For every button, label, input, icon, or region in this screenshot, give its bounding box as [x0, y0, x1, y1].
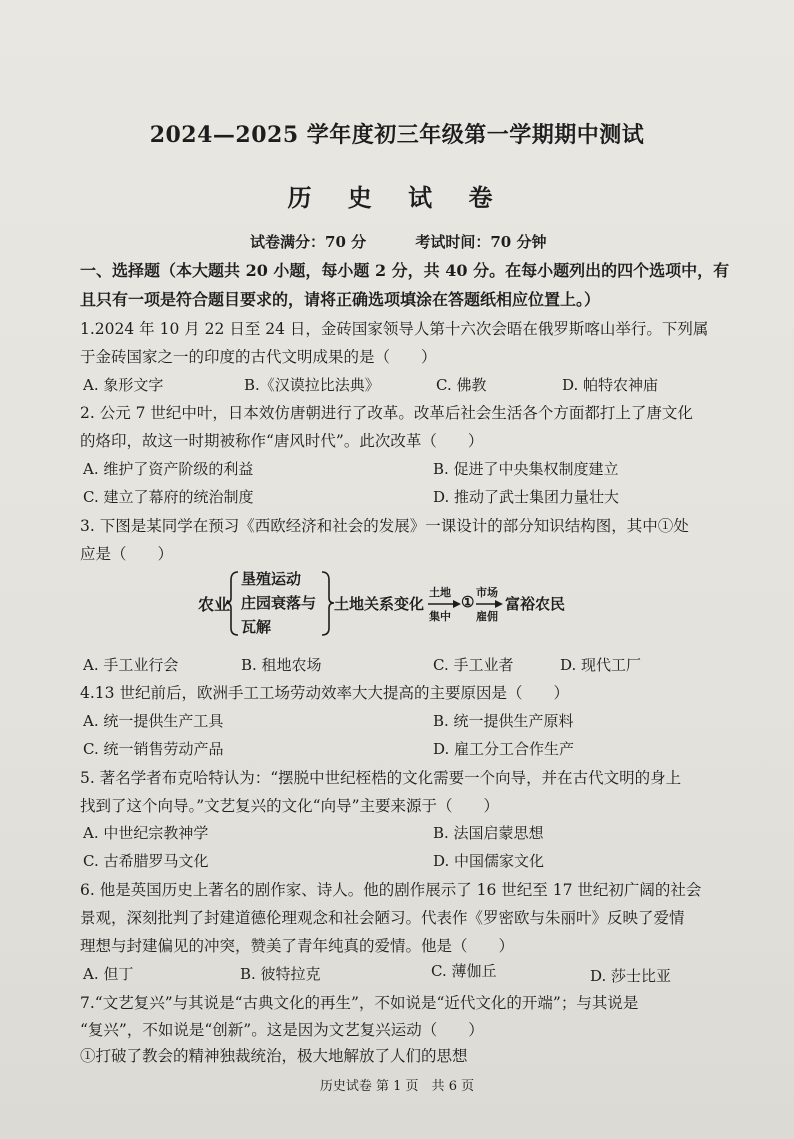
diagram-arrow-1-top: 土地: [429, 586, 451, 599]
arrow-1-head: [453, 600, 461, 608]
q2-option-b: B. 促进了中央集权制度建立: [433, 460, 619, 478]
exam-meta: [250, 231, 590, 252]
paper-name: 历 史 试 卷: [287, 183, 507, 212]
q5-option-c: C. 古希腊罗马文化: [83, 852, 209, 870]
q4-option-a: A. 统一提供生产工具: [83, 712, 224, 730]
left-brace: [226, 572, 238, 635]
q6-option-c: C. 薄伽丘: [431, 962, 497, 980]
q6-option-d: D. 莎士比亚: [590, 967, 672, 985]
q5-option-a: A. 中世纪宗教神学: [83, 824, 209, 842]
right-brace: [322, 572, 334, 635]
q3-option-b: B. 租地农场: [241, 656, 322, 674]
diagram-branch-2: 庄园衰落与: [241, 594, 317, 612]
diagram-end: 富裕农民: [505, 595, 566, 613]
q5-line-2: 找到了这个向导。”文艺复兴的文化“向导”主要来源于（ ）: [80, 797, 500, 815]
diagram-root: 农业: [198, 595, 231, 614]
q1-line-2: 于金砖国家之一的印度的古代文明成果的是（ ）: [80, 348, 437, 366]
q3-line-2: 应是（ ）: [80, 545, 174, 563]
q1-option-a: A. 象形文字: [83, 376, 164, 394]
q6-option-a: A. 但丁: [83, 965, 134, 983]
q7-line-3: ①打破了教会的精神独裁统治，极大地解放了人们的思想: [80, 1047, 468, 1065]
q2-line-2: 的烙印，故这一时期被称作“唐风时代”。此次改革（ ）: [80, 432, 484, 450]
diagram-arrow-1-bottom: 集中: [429, 610, 451, 623]
q2-line-1: 2. 公元 7 世纪中叶，日本效仿唐朝进行了改革。改革后社会生活各个方面都打上了唐文化: [80, 404, 693, 422]
q7-line-1: 7.“文艺复兴”与其说是“古典文化的再生”，不如说是“近代文化的开端”；与其说是: [80, 994, 639, 1012]
q7-line-2: “复兴”，不如说是“创新”。这是因为文艺复兴运动（ ）: [80, 1021, 484, 1039]
q1-option-c: C. 佛教: [436, 376, 487, 394]
q5-option-d: D. 中国儒家文化: [433, 852, 545, 870]
q1-option-b: B.《汉谟拉比法典》: [244, 376, 380, 394]
exam-title: 2024—2025 学年度初三年级第一学期期中测试: [149, 122, 645, 148]
q6-line-2: 景观，深刻批判了封建道德伦理观念和社会陋习。代表作《罗密欧与朱丽叶》反映了爱情: [80, 909, 685, 927]
q1-line-1: 1.2024 年 10 月 22 日至 24 日，金砖国家领导人第十六次会晤在俄罗斯喀山举行。下列属: [80, 320, 709, 338]
q2-option-d: D. 推动了武士集团力量壮大: [433, 488, 620, 506]
diagram-arrow-2-bottom: 雇佣: [476, 610, 498, 623]
q5-option-b: B. 法国启蒙思想: [433, 824, 544, 842]
section-intro-line-1: 一、选择题（本大题共 20 小题，每小题 2 分，共 40 分。在每小题列出的四个选项中，有: [80, 261, 730, 280]
q4-option-d: D. 雇工分工合作生产: [433, 740, 575, 758]
page-footer: 历史试卷 第 1 页 共 6 页: [319, 1079, 475, 1094]
q2-option-c: C. 建立了幕府的统治制度: [83, 488, 254, 506]
section-intro-line-2: 且只有一项是符合题目要求的，请将正确选项填涂在答题纸相应位置上。）: [80, 290, 601, 309]
q6-line-1: 6. 他是英国历史上著名的剧作家、诗人。他的剧作展示了 16 世纪至 17 世纪初广阔的社会: [80, 881, 702, 899]
diagram-blank: ①: [461, 593, 475, 611]
arrow-2-head: [495, 600, 503, 608]
q6-option-b: B. 彼特拉克: [240, 965, 321, 983]
q3-line-1: 3. 下图是某同学在预习《西欧经济和社会的发展》一课设计的部分知识结构图，其中①处: [80, 517, 689, 535]
exam-time: 考试时间：70 分钟: [415, 233, 547, 251]
q6-line-3: 理想与封建偏见的冲突，赞美了青年纯真的爱情。他是（ ）: [80, 937, 515, 955]
q3-option-a: A. 手工业行会: [83, 656, 179, 674]
diagram-branch-1: 垦殖运动: [241, 570, 302, 588]
q2-option-a: A. 维护了资产阶级的利益: [83, 460, 254, 478]
full-score: 试卷满分：70 分: [250, 233, 367, 251]
q1-option-d: D. 帕特农神庙: [562, 376, 659, 394]
q3-option-d: D. 现代工厂: [560, 656, 642, 674]
q5-line-1: 5. 著名学者布克哈特认为：“摆脱中世纪桎梏的文化需要一个向导，并在古代文明的身上: [80, 769, 682, 787]
diagram-middle: 土地关系变化: [334, 595, 425, 613]
q4-option-b: B. 统一提供生产原料: [433, 712, 574, 730]
q4-line-1: 4.13 世纪前后，欧洲手工工场劳动效率大大提高的主要原因是（ ）: [80, 684, 569, 702]
diagram-branch-3: 瓦解: [241, 618, 272, 636]
knowledge-structure-diagram: [195, 568, 595, 640]
diagram-arrow-2-top: 市场: [476, 586, 498, 599]
q3-option-c: C. 手工业者: [433, 656, 514, 674]
q4-option-c: C. 统一销售劳动产品: [83, 740, 224, 758]
